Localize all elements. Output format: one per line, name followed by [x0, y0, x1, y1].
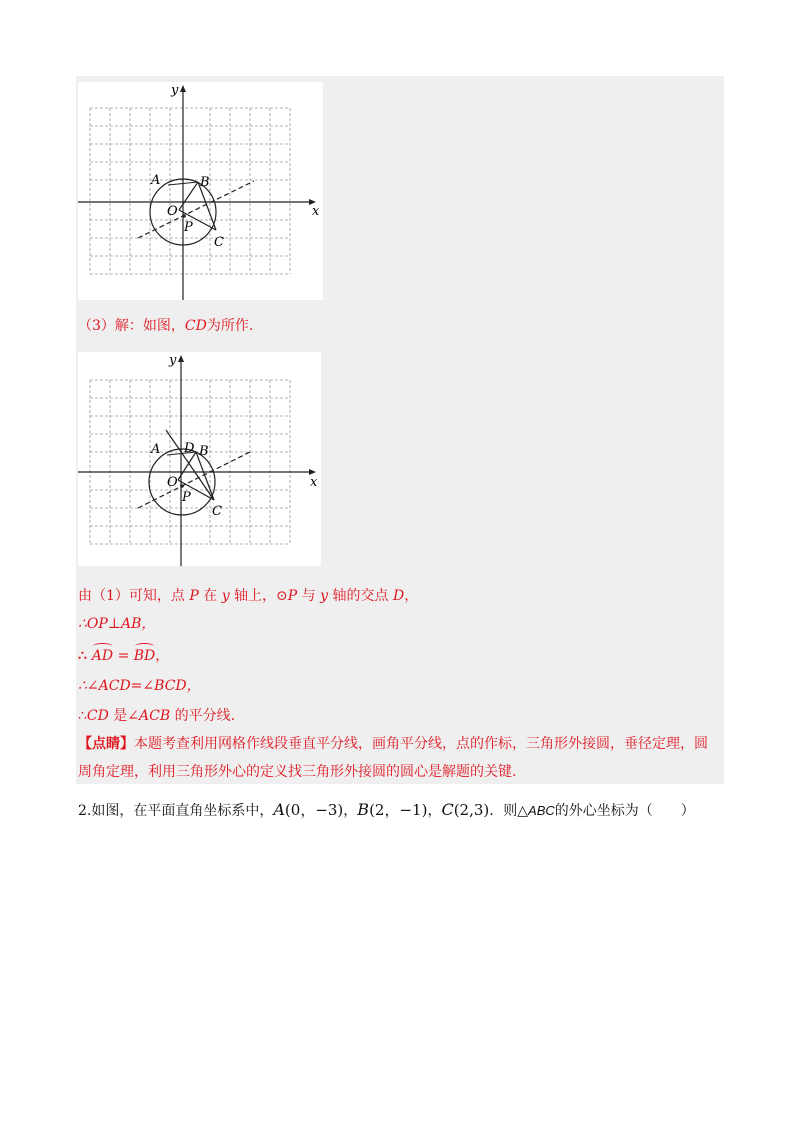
label-y: y: [171, 83, 179, 98]
comment-line-2: 周角定理，利用三角形外心的定义找三角形外接圆的圆心是解题的关键.: [78, 764, 517, 780]
point-P-dot-2: [180, 484, 184, 488]
figure-1-coordinate-grid: [78, 82, 323, 300]
arc-AD: AD: [91, 648, 114, 664]
label-B: B: [200, 175, 210, 190]
r1-D: D: [392, 588, 405, 604]
r3-therefore: ∴: [78, 648, 92, 664]
reasoning-line-4: ∴∠ACD=∠BCD，: [78, 678, 201, 694]
q2-text1: 如图，在平面直角坐标系中，: [91, 803, 274, 819]
reasoning-line-5: [78, 706, 235, 726]
q2-B-coord: (2，−1): [369, 801, 428, 819]
label-x-2: x: [310, 475, 318, 490]
arc-BD: BD: [133, 648, 156, 664]
grid-lines: [90, 108, 290, 274]
part3-suffix: 为所作.: [206, 318, 254, 334]
r5-ACB: ACB: [139, 708, 171, 724]
r1-P: P: [189, 588, 199, 604]
r1-b: 在: [198, 588, 222, 604]
reasoning-line-1: [78, 586, 418, 606]
r3-end: ，: [155, 648, 170, 664]
y-axis-arrow-icon-2: [178, 355, 184, 362]
segment-BC-2: [196, 452, 214, 500]
q2-sep1: ，: [343, 803, 358, 819]
label-C: C: [214, 235, 224, 250]
figure-2-svg: [78, 352, 321, 566]
part3-seg: CD: [184, 318, 207, 334]
label-O: O: [167, 204, 178, 219]
r5-a: ∴: [78, 708, 87, 724]
label-A-2: A: [151, 442, 161, 457]
label-C-2: C: [212, 504, 222, 519]
label-O-2: O: [167, 475, 178, 490]
question-2: [78, 800, 695, 821]
q2-text3: 的外心坐标为（ ）: [554, 803, 695, 819]
q2-ABC: ABC: [528, 803, 555, 818]
point-P-dot: [182, 214, 186, 218]
label-P: P: [184, 220, 193, 235]
label-x: x: [312, 204, 320, 219]
r1-f: ，: [404, 588, 419, 604]
r1-y: y: [221, 588, 230, 604]
r1-y2: y: [320, 588, 329, 604]
r1-d: 与: [297, 588, 321, 604]
label-P-2: P: [182, 490, 191, 505]
part3-prefix: （3）解：如图，: [78, 318, 185, 334]
label-D-2: D: [184, 441, 195, 456]
q2-C: C: [441, 800, 454, 819]
y-axis-arrow-icon: [180, 85, 186, 92]
r5-c: 的平分线.: [170, 708, 236, 724]
comment-line-1: [78, 734, 708, 754]
q2-C-coord: (2,3): [453, 801, 490, 819]
segment-BO: [179, 182, 198, 210]
r1-c: 轴上，⊙: [229, 588, 288, 604]
q2-A-coord: (0，−3): [284, 801, 344, 819]
perpendicular-bisector-2: [138, 451, 252, 508]
r5-b: 是∠: [108, 708, 140, 724]
q2-B: B: [357, 800, 370, 819]
label-B-2: B: [199, 444, 209, 459]
label-A: A: [151, 173, 161, 188]
q2-A: A: [273, 800, 285, 819]
label-y-2: y: [169, 353, 177, 368]
r3-eq: =: [113, 648, 134, 664]
q2-sep2: ，: [427, 803, 442, 819]
comment-text-1: 本题考查利用网格作线段垂直平分线，画角平分线，点的作标，三角形外接圆，垂径定理，圆: [134, 736, 708, 752]
reasoning-line-2: ∴OP⊥AB，: [78, 616, 156, 632]
r5-CD: CD: [86, 708, 109, 724]
reasoning-line-3: [78, 646, 169, 666]
r1-a: 由（1）可知，点: [78, 588, 190, 604]
figure-2-coordinate-grid: [78, 352, 321, 566]
r1-P2: P: [287, 588, 298, 604]
q2-text2: ．则△: [489, 803, 529, 819]
figure-1-svg: [78, 82, 323, 300]
perpendicular-bisector: [138, 181, 254, 238]
r1-e: 轴的交点: [328, 588, 393, 604]
q2-num: 2.: [78, 803, 92, 819]
part3-line: [78, 316, 253, 336]
comment-bracket: 【点睛】: [78, 736, 134, 752]
